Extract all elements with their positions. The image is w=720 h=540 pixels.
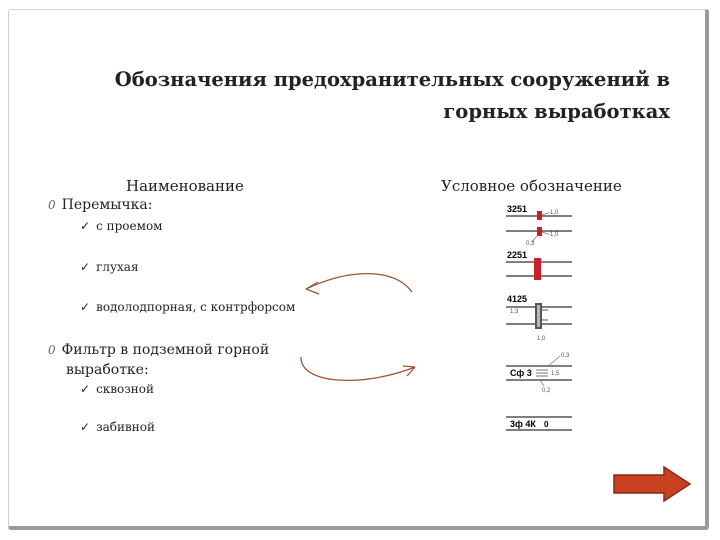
- symbol-barrier-with-opening: [506, 204, 572, 247]
- svg-text:1,0: 1,0: [537, 336, 546, 342]
- column-header-symbol: Условное обозначение: [441, 177, 622, 195]
- check-icon: ✓: [80, 382, 91, 396]
- svg-text:3ф 4К: 3ф 4К: [510, 419, 536, 429]
- sub-item-label: сквозной: [96, 382, 155, 396]
- list-item-label: Фильтр в подземной горной: [61, 342, 270, 358]
- bullet-marker: 0: [48, 198, 56, 212]
- symbol-code: 3251: [507, 204, 528, 214]
- symbol-through-filter: [506, 353, 572, 394]
- curved-arrow-right: [301, 357, 415, 380]
- symbol-waterproof-barrier: [506, 294, 572, 342]
- svg-text:0,3: 0,3: [526, 241, 535, 247]
- list-item-label: Перемычка:: [61, 197, 153, 213]
- list-item-filter-line2: выработке:: [66, 362, 149, 378]
- symbol-driven-filter: [506, 417, 572, 430]
- sub-item-label: глухая: [96, 260, 139, 274]
- svg-text:4125: 4125: [507, 294, 528, 304]
- check-icon: ✓: [80, 219, 91, 233]
- arrow-right-icon: [612, 466, 692, 502]
- svg-text:Сф 3: Сф 3: [510, 368, 532, 378]
- bullet-marker: 0: [48, 343, 56, 357]
- svg-text:1,3: 1,3: [510, 309, 519, 315]
- check-icon: ✓: [80, 300, 91, 314]
- svg-text:1,5: 1,5: [551, 371, 560, 377]
- title-line-2: горных выработках: [443, 100, 670, 123]
- svg-text:-1,0: -1,0: [548, 210, 559, 216]
- svg-text:2251: 2251: [507, 250, 528, 260]
- check-icon: ✓: [80, 260, 91, 274]
- sub-item-label: водолодпорная, с контрфорсом: [96, 300, 296, 314]
- sub-item-label: забивной: [96, 420, 155, 434]
- svg-text:-1,0: -1,0: [548, 232, 559, 238]
- title-line-1: Обозначения предохранительных сооружений в: [114, 68, 670, 91]
- check-icon: ✓: [80, 420, 91, 434]
- svg-text:0: 0: [544, 420, 549, 429]
- next-slide-button[interactable]: [612, 466, 692, 502]
- column-header-name: Наименование: [126, 177, 244, 195]
- svg-text:0,3: 0,3: [561, 353, 570, 359]
- curved-arrow-left: [306, 274, 412, 292]
- svg-text:0,2: 0,2: [542, 388, 551, 394]
- symbol-solid-barrier: [506, 250, 572, 280]
- sub-item-label: с проемом: [96, 219, 163, 233]
